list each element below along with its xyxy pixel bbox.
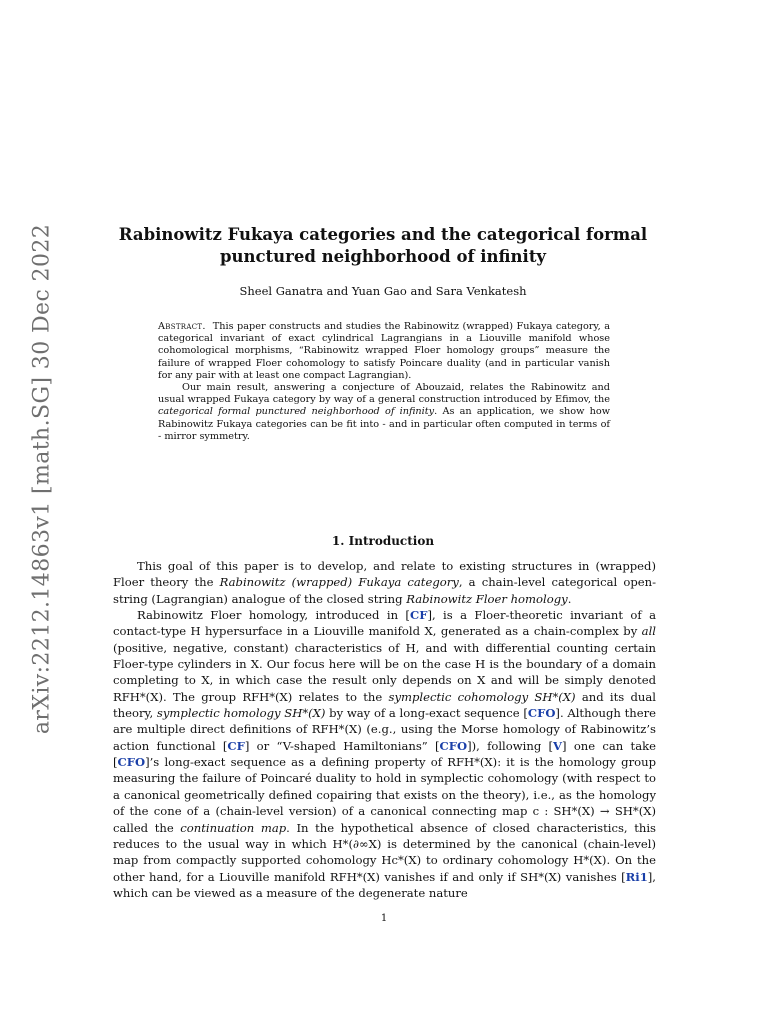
authors: Sheel Ganatra and Yuan Gao and Sara Venkatesh <box>239 284 527 298</box>
citation-link-cf[interactable]: CF <box>409 608 428 623</box>
page-number: 1 <box>380 913 388 924</box>
abstract <box>158 321 610 443</box>
citation-link-cf[interactable]: CF <box>227 738 245 753</box>
intro-paragraph-2: Rabinowitz Floer homology, introduced in [CF], is a Floer-theoretic invariant of a contact-type H hypersurface in a Liouville manifold X, generated as a chain-complex by all (positive, negative, constant) characteristics of H, and with differential counting certain Floer-type cylinders in X. Our focus here will be on the case H is the boundary of a domain completing to X, in which case the result only depends on X and will be simply denoted RFH*(X). The group RFH*(X) relates to the symplectic cohomology SH*(X) and its dual theory, symplectic homology SH*(X) by way of a long-exact sequence [CFO]. Although there are multiple direct definitions of RFH*(X) (e.g., using the Morse homology of Rabinowitz’s action functional [CF] or “V-shaped Hamiltonians” [CFO]), following [V] one can take [CFO]’s long-exact sequence as a defining property of RFH*(X): it is the homology group measuring the failure of Poincaré duality to hold in symplectic cohomology (with respect to a canonical geometrically defined copairing that exists on the theory), i.e., as the homology of the cone of a (chain-level version) of a canonical connecting map c : SH*(X) → SH*(X) called the continuation map. In the hypothetical absence of closed characteristics, this reduces to the usual way in which H*(∂∞X) is determined by the canonical (chain-level) map from compactly supported cohomology Hc*(X) to ordinary cohomology H*(X). On the other hand, for a Liouville manifold RFH*(X) vanishes if and only if SH*(X) vanishes [Ri1], which can be viewed as a measure of the degenerate nature <box>113 608 656 900</box>
section-heading: 1. Introduction <box>331 534 435 548</box>
introduction-body <box>113 558 656 901</box>
abstract-paragraph-2: Our main result, answering a conjecture of Abouzaid, relates the Rabinowitz and usual wrapped Fukaya category by way of a general construction introduced by Efimov, the categorical formal punctured neighborhood of infinity. As an application, we show how Rabinowitz Fukaya categories can be fit into - and in particular often computed in terms of - mirror symmetry. <box>158 382 610 442</box>
citation-link-ri1[interactable]: Ri1 <box>625 869 648 884</box>
abstract-label: Abstract. <box>158 321 206 332</box>
paper-title <box>110 224 656 268</box>
arxiv-identifier-stamp <box>22 223 62 735</box>
abstract-paragraph-1 <box>158 321 610 382</box>
intro-paragraph-1: This goal of this paper is to develop, and relate to existing structures in (wrapped) Floer theory the Rabinowitz (wrapped) Fukaya category, a chain-level categorical open-string (Lagrangian) analogue of the closed string Rabinowitz Floer homology. <box>113 559 656 606</box>
title-line-1: Rabinowitz Fukaya categories and the categorical formal <box>118 225 648 244</box>
title-line-2: punctured neighborhood of infinity <box>219 247 547 266</box>
arxiv-identifier: arXiv:2212.14863v1 [math.SG] 30 Dec 2022 <box>29 223 55 735</box>
citation-link-cfo[interactable]: CFO <box>117 755 146 770</box>
citation-link-v[interactable]: V <box>553 738 563 753</box>
citation-link-cfo[interactable]: CFO <box>439 738 468 753</box>
abstract-text-1: This paper constructs and studies the Rabinowitz (wrapped) Fukaya category, a categorical invariant of exact cylindrical Lagrangians in a Liouville manifold whose cohomological morphisms, “Rabinowitz wrapped Floer homology groups” measure the failure of wrapped Floer cohomology to satisfy Poincare duality (and in particular vanish for any pair with at least one compact Lagrangian). <box>158 321 610 381</box>
citation-link-cfo[interactable]: CFO <box>527 706 556 721</box>
abstract-emphasis: categorical formal punctured neighborhood of infinity <box>158 406 435 418</box>
